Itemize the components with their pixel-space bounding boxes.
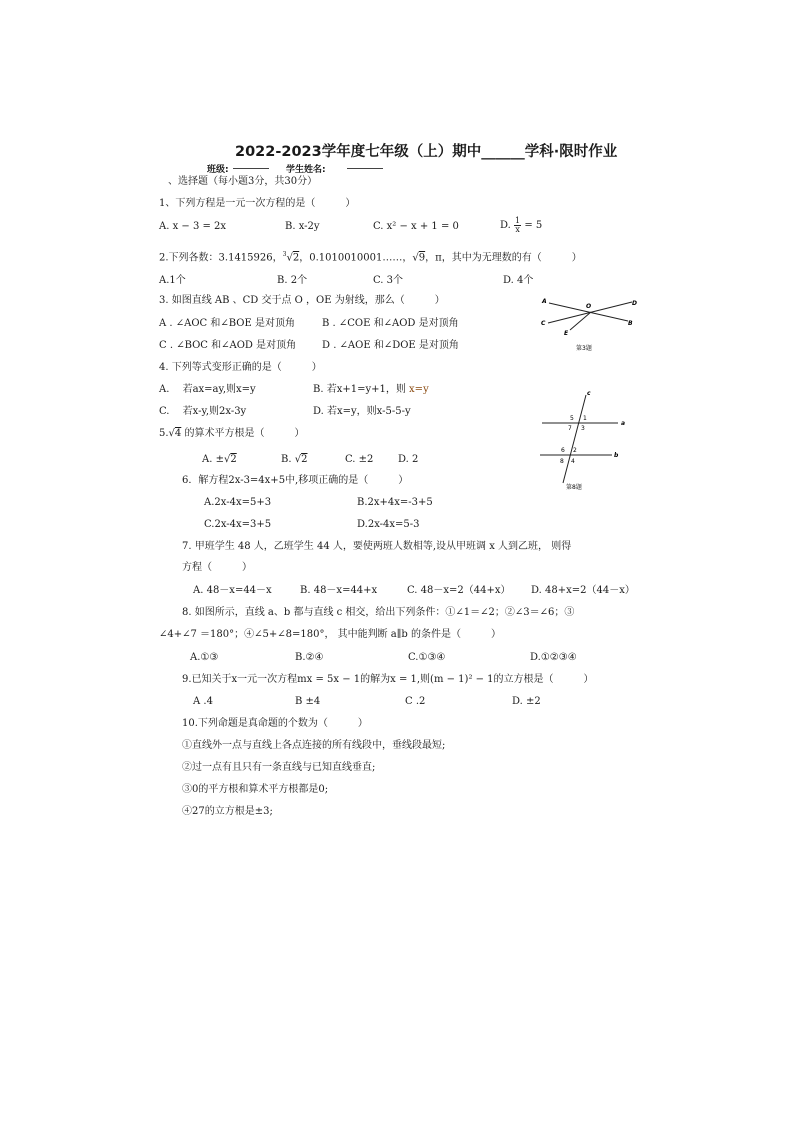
q8-option-b: B.②④: [295, 652, 324, 663]
q10-statement-2: ②过一点有且只有一条直线与已知直线垂直;: [182, 762, 376, 773]
q4-stem: 4. 下列等式变形正确的是（ ）: [159, 362, 322, 373]
q6-option-d: D.2x-4x=5-3: [357, 519, 420, 530]
label-d: D: [632, 300, 637, 307]
q10-statement-4: ④27的立方根是±3;: [182, 806, 273, 817]
label-c: C: [541, 320, 546, 327]
q10-statement-1: ①直线外一点与直线上各点连接的所有线段中，垂线段最短;: [182, 740, 446, 751]
q9-option-b: B ±4: [295, 696, 321, 707]
label-o: O: [586, 303, 592, 310]
student-name-label: 学生姓名:: [286, 165, 326, 175]
q3-figure: [536, 292, 646, 354]
q3-option-c: C . ∠BOC 和∠AOD 是对顶角: [159, 340, 297, 351]
label-a: A: [542, 298, 547, 305]
q1-stem: 1、下列方程是一元一次方程的是（ ）: [159, 198, 356, 209]
q4-option-a: A. 若ax=ay,则x=y: [159, 384, 256, 395]
q8-option-d: D.①②③④: [530, 652, 577, 663]
angle-5: 5: [570, 415, 574, 422]
q2-option-d: D. 4个: [503, 275, 534, 286]
q8-option-a: A.①③: [190, 652, 219, 663]
q2-option-b: B. 2个: [277, 275, 308, 286]
q7-option-c: C. 48－x=2（44+x）: [407, 585, 511, 596]
q9-stem: 9.已知关于x一元一次方程mx = 5x − 1的解为x = 1,则(m − 1)² − 1的立方根是（ ）: [182, 674, 594, 685]
q3-option-b: B . ∠COE 和∠AOD 是对顶角: [322, 318, 459, 329]
q9-option-d: D. ±2: [512, 696, 541, 707]
angle-1: 1: [583, 415, 587, 422]
q6-option-c: C.2x-4x=3+5: [204, 519, 272, 530]
q7-option-b: B. 48－x=44+x: [300, 585, 378, 596]
q8-figure: [530, 385, 635, 495]
class-label: 班级:: [207, 165, 229, 175]
class-blank: ________: [233, 160, 269, 170]
q5-option-c: C. ±2: [345, 454, 374, 465]
angle-3: 3: [581, 425, 585, 432]
q6-option-a: A.2x-4x=5+3: [204, 497, 272, 508]
angle-7: 7: [568, 425, 572, 432]
q7-option-d: D. 48+x=2（44－x）: [531, 585, 635, 596]
q3-option-d: D . ∠AOE 和∠DOE 是对顶角: [322, 340, 459, 351]
q8-fig-caption: 第8题: [566, 484, 582, 491]
q4-option-b: B. 若x+1=y+1，则 x=y: [313, 384, 429, 395]
q1-option-c: C. x² − x + 1 = 0: [373, 221, 459, 232]
angle-8: 8: [560, 458, 564, 465]
q10-statement-3: ③0的平方根和算术平方根都是0;: [182, 784, 329, 795]
q9-option-c: C .2: [405, 696, 426, 707]
label-line-a: a: [621, 420, 626, 427]
angle-6: 6: [561, 447, 565, 454]
q2-option-c: C. 3个: [373, 275, 404, 286]
q1-option-a: A. x − 3 = 2x: [159, 221, 227, 232]
q8-stem-line1: 8. 如图所示，直线 a、b 都与直线 c 相交，给出下列条件：①∠1＝∠2；②∠3＝∠6；③: [182, 607, 575, 618]
q1-option-d: D. $\frac{1}{x}$ = 5: [500, 216, 543, 234]
section-heading: 、选择题（每小题3分，共30分）: [168, 176, 318, 187]
q1-option-b: B. x-2y: [285, 221, 320, 232]
q6-stem: 6．解方程2x-3=4x+5中,移项正确的是（ ）: [182, 475, 409, 486]
q5-option-b: B. √2: [281, 454, 308, 465]
label-b: B: [628, 320, 633, 327]
q3-stem: 3. 如图直线 AB 、CD 交于点 O ，OE 为射线，那么（ ）: [159, 295, 445, 306]
q5-stem: 5.√4 的算术平方根是（ ）: [159, 428, 305, 439]
q8-stem-line2: ∠4+∠7 ＝180°；④∠5+∠8=180°， 其中能判断 a∥b 的条件是（ ）: [159, 629, 501, 640]
q2-stem: 2.下列各数：3.1415926，$^3$√2，0.1010010001……，√9，π，其中为无理数的有（ ）: [159, 251, 582, 264]
q9-option-a: A .4: [193, 696, 213, 707]
q3-option-a: A . ∠AOC 和∠BOE 是对顶角: [159, 318, 295, 329]
line-c: [563, 395, 586, 483]
q7-stem-line1: 7. 甲班学生 48 人，乙班学生 44 人，要使两班人数相等,设从甲班调 x 人到乙班， 则得: [182, 541, 572, 552]
q4-option-c: C. 若x-y,则2x-3y: [159, 406, 247, 417]
q5-option-d: D. 2: [398, 454, 419, 465]
q4-option-d: D. 若x=y，则x-5-5-y: [313, 406, 411, 417]
label-line-b: b: [614, 452, 619, 459]
angle-2: 2: [573, 447, 577, 454]
q3-fig-caption: 第3题: [576, 345, 592, 352]
angle-4: 4: [571, 458, 575, 465]
q5-option-a: A. ±√2: [202, 454, 237, 465]
q7-option-a: A. 48－x=44－x: [193, 585, 272, 596]
student-name-blank: ________: [347, 160, 383, 170]
q7-stem-line2: 方程（ ）: [182, 562, 252, 573]
label-e: E: [564, 330, 569, 337]
q8-option-c: C.①③④: [408, 652, 446, 663]
q2-option-a: A.1个: [159, 275, 186, 286]
q6-option-b: B.2x+4x=-3+5: [357, 497, 433, 508]
page-title: 2022-2023学年度七年级（上）期中______学科·限时作业: [235, 144, 618, 160]
label-line-c: c: [587, 390, 591, 397]
q10-stem: 10.下列命题是真命题的个数为（ ）: [182, 718, 368, 729]
